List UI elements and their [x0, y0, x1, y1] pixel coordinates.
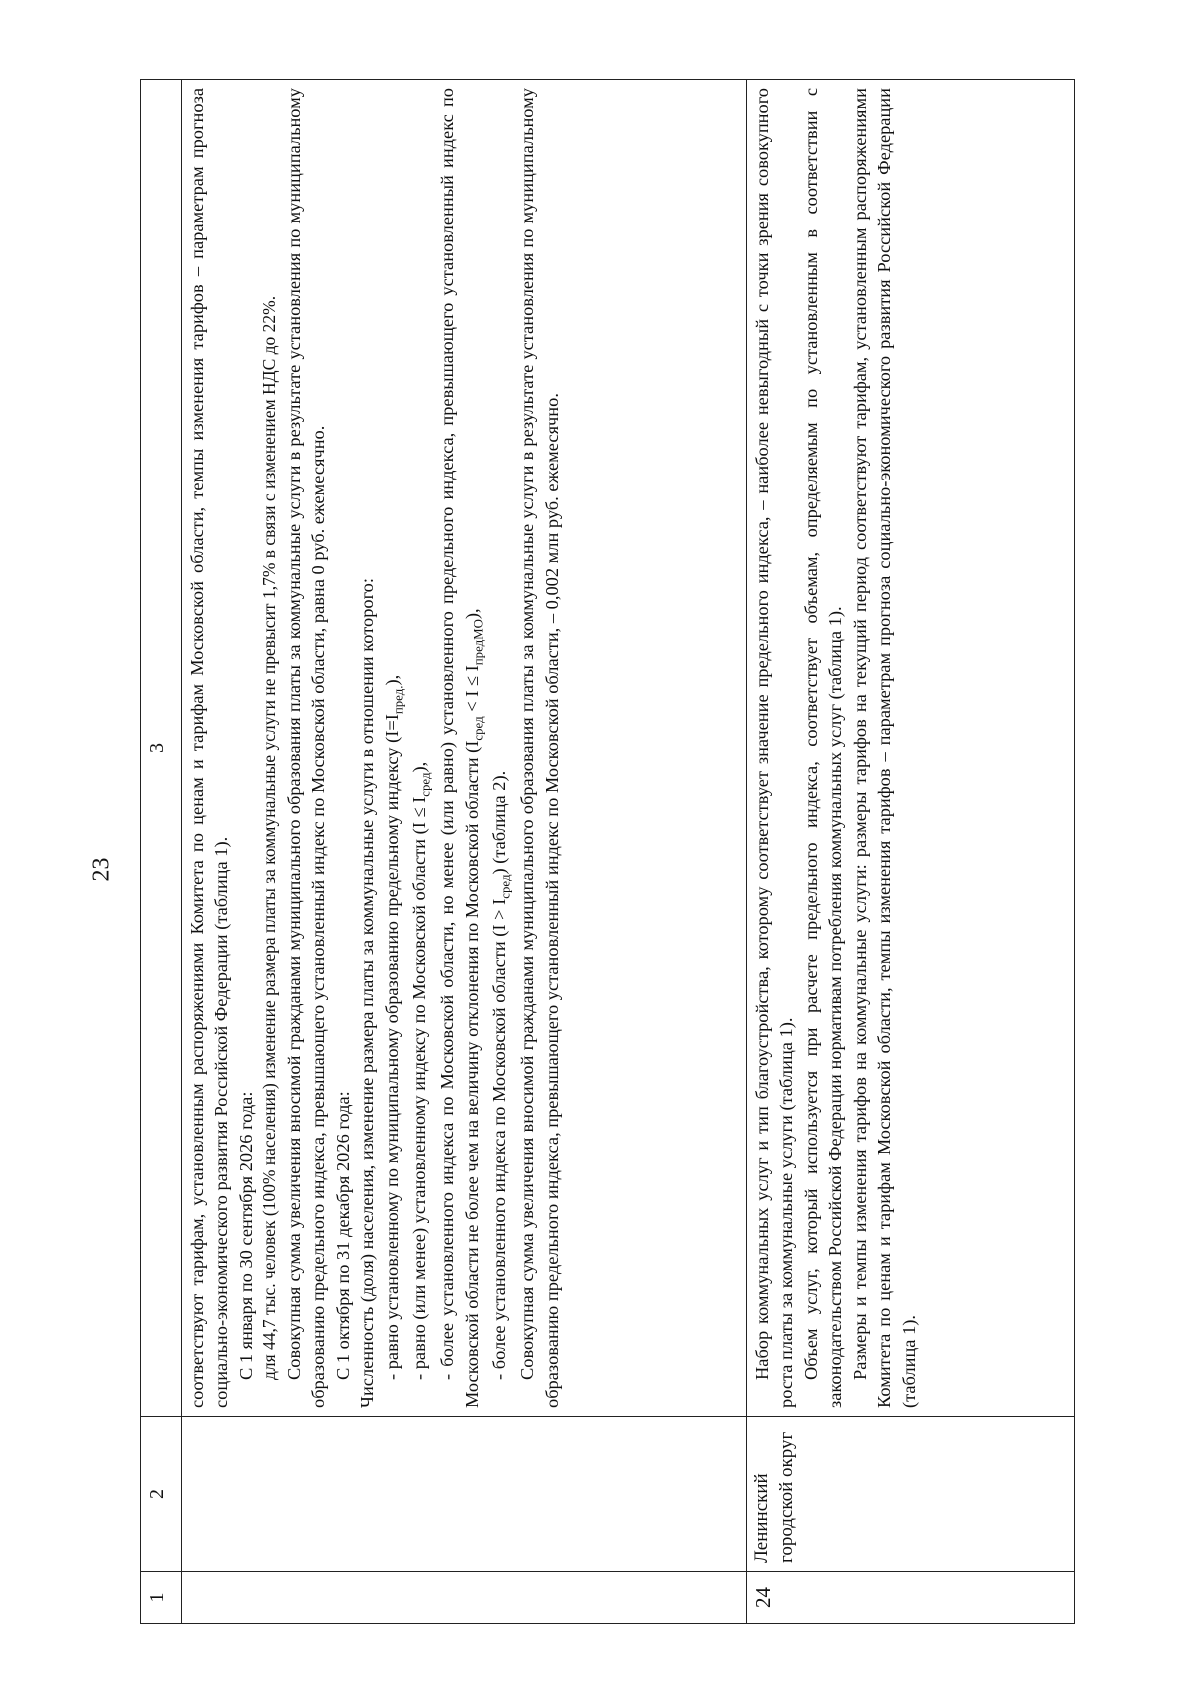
tariff-table: [140, 79, 1075, 1624]
row-number-cell: 24: [747, 1572, 1075, 1624]
table-row: [747, 80, 1075, 1624]
column-header-1: 1: [141, 1572, 182, 1624]
row-number-cell: [182, 1572, 747, 1624]
paragraph: С 1 января по 30 сентября 2026 года:: [235, 1091, 256, 1380]
paragraph: Набор коммунальных услуг и тип благоустройства, которому соответствует значение предельного индекса, – наиболее невыгодный с точки зрения совокупного роста платы за коммунальные услуги (таблица 1).: [752, 88, 797, 1408]
paragraph: Объем услуг, который используется при расчете предельного индекса, соответствует объемам, определяемым по установленным в соответствии с законодательством Российской Федерации нормативам потребления коммунальных услуг (таблица 1).: [800, 88, 846, 1408]
page-number: 23: [88, 857, 115, 882]
column-header-2: 2: [141, 1417, 182, 1572]
paragraph: Совокупная сумма увеличения вносимой гражданами муниципального образования платы за коммунальные услуги в результате установления по муниципальному образованию предельного индекса, превышающего установленный индекс по Московской области, равна 0 руб. ежемесячно.: [283, 88, 329, 1408]
paragraph: соответствуют тарифам, установленным распоряжениями Комитета по ценам и тарифам Московской области, темпы изменения тарифов – параметрам прогноза социально-экономического развития Российской Федерации (таблица 1).: [187, 88, 232, 1408]
table-row: [182, 80, 747, 1624]
description-cell: [182, 80, 747, 1417]
paragraph: Численность (доля) населения, изменение размера платы за коммунальные услуги в отношении которого:: [357, 578, 378, 1408]
table-header-row: [141, 80, 182, 1624]
list-item: - равно (или менее) установленному индексу по Московской области $(I \le I_{сред})$,: [409, 761, 433, 1380]
paragraph: для 44,7 тыс. человек (100% населения) изменение размера платы за коммунальные услуги не превысит 1,7% в связи с изменением НДС до 22%.: [259, 295, 280, 1380]
paragraph: С 1 октября по 31 декабря 2026 года:: [332, 1091, 353, 1380]
rotated-page: [140, 79, 1075, 1624]
description-cell: [747, 80, 1075, 1417]
paragraph: Размеры и темпы изменения тарифов на коммунальные услуги: размеры тарифов на текущий период соответствуют тарифам, установленным распоряжениями Комитета по ценам и тарифам Московской области, темпы изменения тарифов – параметрам прогноза социально-экономического развития Российской Федерации (таблица 1).: [849, 88, 919, 1408]
list-item: - более установленного индекса по Московской области $(I > I_{сред})$ (таблица 2).: [489, 770, 514, 1380]
paragraph: Совокупная сумма увеличения вносимой гражданами муниципального образования платы за коммунальные услуги в результате установления по муниципальному образованию предельного индекса, превышающего установленный индекс по Московской области, – 0,002 млн руб. ежемесячно.: [517, 88, 562, 1408]
column-header-3: 3: [141, 80, 182, 1417]
list-item: - равно установленному по муниципальному образованию предельному индексу $(I=I_{пред.})$,: [381, 674, 406, 1380]
list-item: - более установленного индекса по Московской области, но менее (или равно) установленного предельного индекса, превышающего установленный индекс по Московской области не более чем на величину отклонения по Московской области $(I_{сред} < I \le I_{предМО})$,: [437, 88, 486, 1408]
district-cell: [182, 1417, 747, 1572]
district-cell: Ленинский городской округ: [747, 1417, 1075, 1572]
